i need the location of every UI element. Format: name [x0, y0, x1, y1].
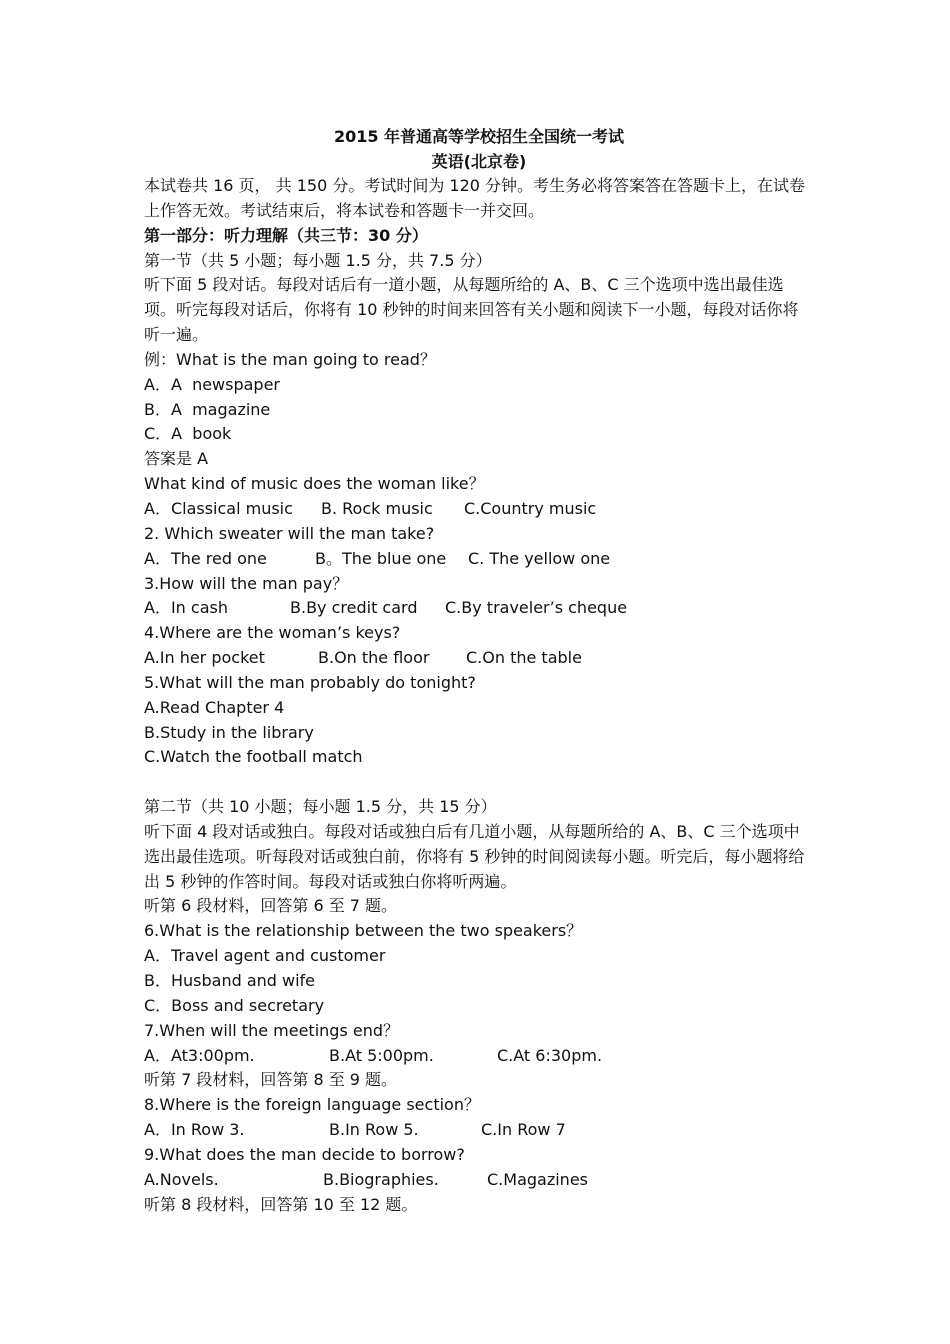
- question-3-options: [144, 596, 814, 621]
- material-7-note: 听第 7 段材料，回答第 8 至 9 题。: [144, 1070, 398, 1090]
- question-8-options: [144, 1118, 814, 1143]
- question-1: What kind of music does the woman like？: [144, 474, 485, 494]
- option: C.Country music: [464, 498, 597, 518]
- exam-intro: 本试卷共 16 页， 共 150 分。考试时间为 120 分钟。考生务必将答案答在答题卡上，在试卷上作答无效。考试结束后，将本试卷和答题卡一并交回。: [144, 176, 806, 220]
- option: B。The blue one: [315, 548, 447, 568]
- option: B.In Row 5.: [329, 1120, 419, 1140]
- question-9: 9.What does the man decide to borrow?: [144, 1144, 465, 1164]
- material-6-note: 听第 6 段材料，回答第 6 至 7 题。: [144, 896, 398, 916]
- option: A．Classical music: [144, 498, 293, 518]
- option: A．In cash: [144, 598, 228, 618]
- example-answer: 答案是 A: [144, 449, 209, 469]
- section2-heading: 第二节（共 10 小题；每小题 1.5 分，共 15 分）: [144, 797, 497, 817]
- option: C.At 6:30pm.: [497, 1045, 603, 1065]
- option: A．In Row 3.: [144, 1120, 245, 1140]
- option: C.In Row 7: [481, 1120, 566, 1140]
- option: C.Magazines: [487, 1169, 588, 1189]
- example-option: B．A magazine: [144, 399, 271, 419]
- question-3: 3.How will the man pay？: [144, 573, 349, 593]
- example-option: A．A newspaper: [144, 374, 281, 394]
- question-4-options: [144, 646, 814, 671]
- question-7-options: [144, 1044, 814, 1069]
- option: C.On the table: [466, 648, 582, 668]
- option: C.Watch the football match: [144, 747, 363, 767]
- question-5: 5.What will the man probably do tonight?: [144, 672, 476, 692]
- question-6: 6.What is the relationship between the two speakers？: [144, 921, 583, 941]
- option: C. The yellow one: [468, 548, 611, 568]
- spacer: [144, 770, 814, 795]
- question-7: 7.When will the meetings end？: [144, 1020, 400, 1040]
- option: B.Study in the library: [144, 722, 314, 742]
- example-option: C．A book: [144, 424, 232, 444]
- option: A.Read Chapter 4: [144, 697, 285, 717]
- option: B. Rock music: [321, 498, 433, 518]
- option: A.In her pocket: [144, 648, 265, 668]
- option: A．The red one: [144, 548, 267, 568]
- option: C．Boss and secretary: [144, 995, 325, 1015]
- exam-page: [144, 124, 814, 1217]
- section2-instructions: 听下面 4 段对话或独白。每段对话或独白后有几道小题，从每题所给的 A、B、C 三个选项中选出最佳选项。听每段对话或独白前，你将有 5 秒钟的时间阅读每小题。听完后，每小题将给出 5 秒钟的作答时间。每段对话或独白你将听两遍。: [144, 821, 805, 891]
- option: B.Biographies.: [323, 1169, 439, 1189]
- part1-heading: 第一部分：听力理解（共三节：30 分）: [144, 225, 428, 245]
- exam-subtitle: 英语(北京卷): [431, 152, 527, 171]
- question-4: 4.Where are the woman’s keys?: [144, 623, 401, 643]
- option: B.On the floor: [318, 648, 430, 668]
- example-question: 例：What is the man going to read？: [144, 349, 436, 369]
- option: B．Husband and wife: [144, 971, 316, 990]
- option: A．Travel agent and customer: [144, 946, 386, 966]
- question-1-options: [144, 497, 814, 522]
- option: A．At3:00pm.: [144, 1045, 255, 1065]
- option: A.Novels.: [144, 1169, 219, 1189]
- section1-instructions: 听下面 5 段对话。每段对话后有一道小题，从每题所给的 A、B、C 三个选项中选出最佳选项。听完每段对话后，你将有 10 秒钟的时间来回答有关小题和阅读下一小题，每段对话你将听一遍。: [144, 275, 799, 345]
- question-9-options: [144, 1168, 814, 1193]
- exam-title: 2015 年普通高等学校招生全国统一考试: [333, 127, 625, 146]
- option: B.By credit card: [290, 598, 418, 618]
- question-2-options: [144, 547, 814, 572]
- question-8: 8.Where is the foreign language section？: [144, 1095, 480, 1115]
- option: B.At 5:00pm.: [329, 1045, 434, 1065]
- question-2: 2. Which sweater will the man take?: [144, 523, 435, 543]
- option: C.By traveler’s cheque: [445, 598, 628, 618]
- section1-heading: 第一节（共 5 小题；每小题 1.5 分，共 7.5 分）: [144, 250, 492, 270]
- material-8-note: 听第 8 段材料，回答第 10 至 12 题。: [144, 1194, 418, 1214]
